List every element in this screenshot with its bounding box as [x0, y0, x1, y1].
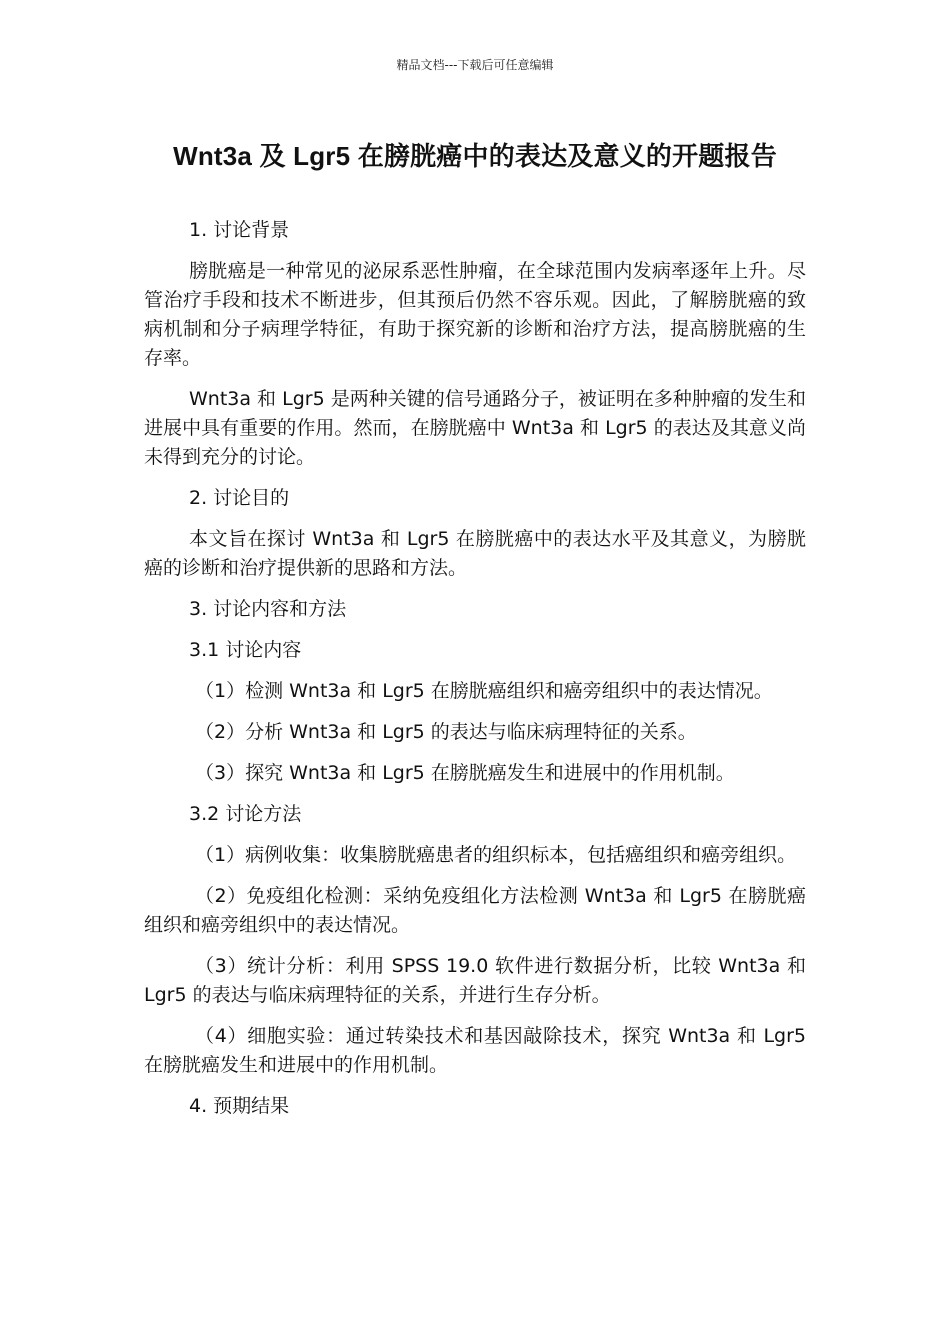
section-heading-expected-results: 4. 预期结果 [189, 1095, 290, 1117]
subsection-heading-methods: 3.2 讨论方法 [189, 803, 302, 825]
section-heading-purpose: 2. 讨论目的 [189, 487, 290, 509]
list-item: （3）探究 Wnt3a 和 Lgr5 在膀胱癌发生和进展中的作用机制。 [195, 762, 735, 784]
section-heading-background: 1. 讨论背景 [189, 219, 290, 241]
document-body [144, 216, 806, 1133]
list-item: （1）检测 Wnt3a 和 Lgr5 在膀胱癌组织和癌旁组织中的表达情况。 [195, 680, 773, 702]
subsection-heading-content: 3.1 讨论内容 [189, 639, 302, 661]
paragraph-purpose: 本文旨在探讨 Wnt3a 和 Lgr5 在膀胱癌中的表达水平及其意义，为膀胱癌的诊断和治疗提供新的思路和方法。 [144, 528, 806, 579]
list-item: （2）免疫组化检测：采纳免疫组化方法检测 Wnt3a 和 Lgr5 在膀胱癌组织和癌旁组织中的表达情况。 [144, 885, 806, 936]
section-heading-content-methods: 3. 讨论内容和方法 [189, 598, 347, 620]
paragraph-background-2: Wnt3a 和 Lgr5 是两种关键的信号通路分子，被证明在多种肿瘤的发生和进展中具有重要的作用。然而，在膀胱癌中 Wnt3a 和 Lgr5 的表达及其意义尚未得到充分的讨论。 [144, 388, 806, 468]
list-item: （3）统计分析：利用 SPSS 19.0 软件进行数据分析，比较 Wnt3a 和 Lgr5 的表达与临床病理特征的关系，并进行生存分析。 [144, 955, 806, 1006]
paragraph-background-1: 膀胱癌是一种常见的泌尿系恶性肿瘤，在全球范围内发病率逐年上升。尽管治疗手段和技术不断进步，但其预后仍然不容乐观。因此，了解膀胱癌的致病机制和分子病理学特征，有助于探究新的诊断和治疗方法，提高膀胱癌的生存率。 [144, 260, 806, 369]
list-item: （2）分析 Wnt3a 和 Lgr5 的表达与临床病理特征的关系。 [195, 721, 697, 743]
page-header: 精品文档---下载后可任意编辑 [396, 58, 554, 72]
list-item: （1）病例收集：收集膀胱癌患者的组织标本，包括癌组织和癌旁组织。 [195, 844, 797, 866]
document-title: Wnt3a 及 Lgr5 在膀胱癌中的表达及意义的开题报告 [173, 141, 777, 171]
list-item: （4）细胞实验：通过转染技术和基因敲除技术，探究 Wnt3a 和 Lgr5 在膀胱癌发生和进展中的作用机制。 [144, 1025, 806, 1076]
